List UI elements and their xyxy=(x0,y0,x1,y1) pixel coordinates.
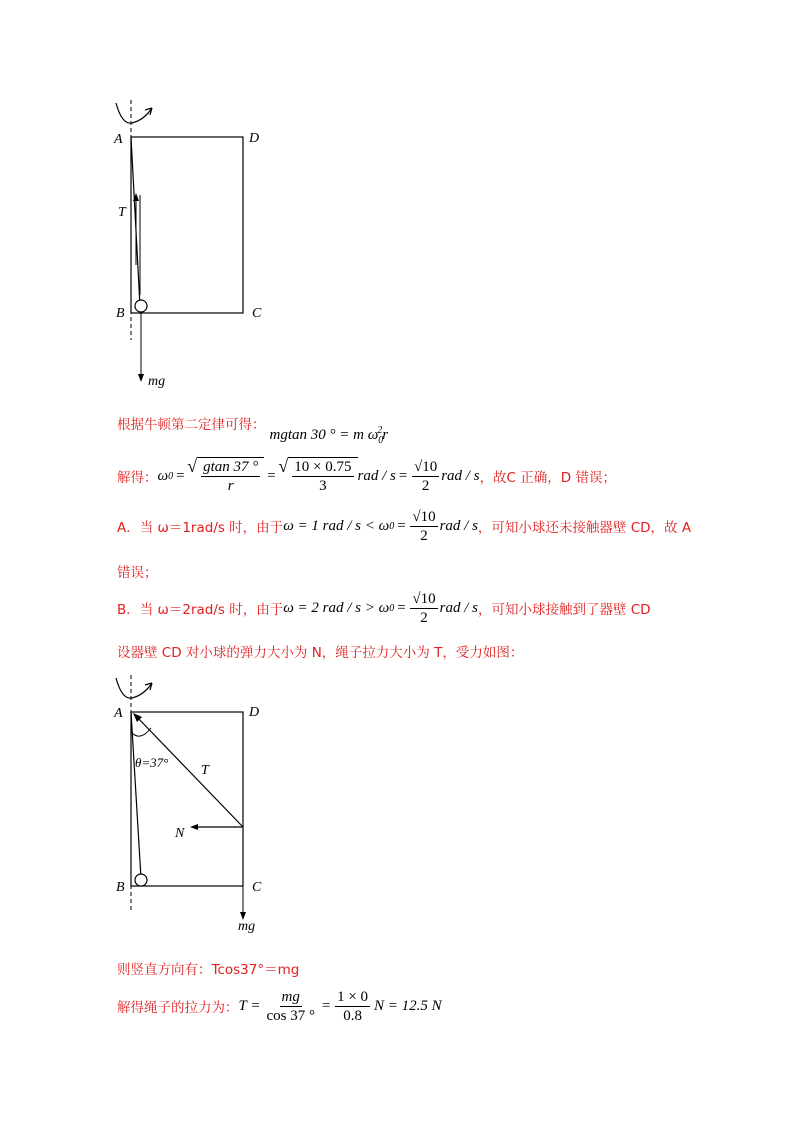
container-box-1 xyxy=(131,137,243,313)
normal-force-arrowhead xyxy=(190,824,198,830)
omega-symbol: ω xyxy=(157,467,169,484)
line3-prefix: A．当 ω＝1rad/s 时，由于 xyxy=(117,520,284,536)
option-a-continuation xyxy=(117,561,158,581)
unit-2: rad / s xyxy=(441,467,480,484)
label-theta: θ=37° xyxy=(135,755,169,770)
equals-3: = xyxy=(397,467,408,484)
option-b-frac: $\frac{√10}{2}$ xyxy=(412,590,436,626)
option-a-compare: ω = 1 rad / s < ω xyxy=(283,517,390,534)
frac2-den: 3 xyxy=(319,478,327,494)
solve-omega0-line xyxy=(117,452,616,500)
newton-formula xyxy=(270,425,389,446)
line3-suffix: ，可知小球还未接触器壁 CD，故 A xyxy=(477,520,692,536)
option-b-formula xyxy=(283,590,478,627)
figure-2-svg xyxy=(100,670,280,940)
rotation-arrow-1 xyxy=(116,103,152,123)
label-C-1: C xyxy=(252,306,262,321)
line4-text: 错误； xyxy=(117,565,158,581)
equals-1: = xyxy=(175,467,186,484)
figure-1 xyxy=(100,95,280,395)
label-N: N xyxy=(175,826,185,841)
tension-den-1: cos 37 ° xyxy=(266,1007,315,1024)
option-b-line xyxy=(117,588,651,628)
equals-2: = xyxy=(266,467,277,484)
tension-lhs: T = xyxy=(238,997,261,1014)
equation-newton-line xyxy=(117,408,389,446)
option-a-unit: rad / s xyxy=(439,517,478,534)
option-b-unit: rad / s xyxy=(439,599,478,616)
omega-sub: 0 xyxy=(378,434,384,446)
label-mg-1: mg xyxy=(148,374,166,389)
tension-den-2: 0.8 xyxy=(343,1007,362,1024)
label-B-2: B xyxy=(116,880,125,895)
omega0-formula xyxy=(158,457,480,495)
option-a-num: 10 xyxy=(420,508,436,525)
tension-frac-2 xyxy=(335,988,370,1025)
ball-2 xyxy=(135,874,147,886)
line2-prefix: 解得： xyxy=(117,470,158,486)
option-b-num: 10 xyxy=(420,590,436,607)
figure-2 xyxy=(100,670,280,940)
option-b-sub: 0 xyxy=(389,602,395,614)
label-T-2: T xyxy=(201,763,209,778)
label-C-2: C xyxy=(252,880,262,895)
figure-1-svg xyxy=(100,95,280,395)
tension-num-2: 1 × 0 xyxy=(337,988,369,1005)
container-box-2 xyxy=(131,712,243,886)
rotation-arrow-2 xyxy=(116,678,152,698)
option-b-compare: ω = 2 rad / s > ω xyxy=(283,599,390,616)
frac3-den: 2 xyxy=(421,477,430,494)
option-b-eq: = xyxy=(396,599,407,616)
newton-lhs: mgtan 30 ° xyxy=(269,426,336,443)
omega-sup: 2 xyxy=(377,424,383,436)
line7-text: 则竖直方向有：Tcos37°＝mg xyxy=(117,962,300,978)
sqrt-2: √ $\frac{10 \times 0.75}{3}$ xyxy=(278,457,357,495)
option-a-eq: = xyxy=(396,517,407,534)
option-a-sub: 0 xyxy=(389,520,395,532)
tension-result: N = 12.5 N xyxy=(374,997,442,1014)
label-A-1: A xyxy=(114,132,123,147)
string-2 xyxy=(131,712,141,878)
label-B-1: B xyxy=(116,306,125,321)
newton-rhs: = m ω xyxy=(339,426,379,443)
omega-sub-0: 0 xyxy=(168,470,174,482)
unit-1: rad / s xyxy=(357,467,396,484)
option-a-line xyxy=(117,506,691,546)
label-D-2: D xyxy=(249,705,260,720)
frac2-num: 10 × 0.75 xyxy=(294,459,352,475)
frac1-den: r xyxy=(227,478,234,494)
vertical-balance-line xyxy=(117,958,299,978)
line2-suffix: ，故C 正确，D 错误； xyxy=(479,470,616,486)
frac1-num: gtan 37 ° xyxy=(203,459,259,475)
tension-num-1: mg xyxy=(281,988,300,1005)
radius-symbol: r xyxy=(382,426,389,443)
option-a-frac: $\frac{√10}{2}$ xyxy=(412,508,436,544)
line5-prefix: B．当 ω＝2rad/s 时，由于 xyxy=(117,602,284,618)
line1-text: 根据牛顿第二定律可得： xyxy=(117,417,266,433)
frac3-num: 10 xyxy=(422,458,438,475)
line5-suffix: ，可知小球接触到了器壁 CD xyxy=(477,602,651,618)
tension-result-line xyxy=(117,984,442,1028)
label-T-1: T xyxy=(118,205,126,220)
label-mg-2: mg xyxy=(238,919,256,934)
option-a-den: 2 xyxy=(420,527,428,544)
option-a-formula xyxy=(283,508,478,545)
ball-1 xyxy=(135,300,147,312)
frac-3: $\frac{√10}{2}$ xyxy=(413,458,438,494)
line6-text: 设器壁 CD 对小球的弹力大小为 N，绳子拉力大小为 T，受力如图： xyxy=(117,645,524,661)
label-A-2: A xyxy=(114,706,123,721)
tension-frac-1 xyxy=(264,988,317,1025)
label-D-1: D xyxy=(249,131,260,146)
option-b-den: 2 xyxy=(420,609,428,626)
tension-vector-2 xyxy=(136,716,243,827)
sqrt-1: √ $\frac{gtan 37 ^\circ}{r}$ xyxy=(187,457,264,495)
force-analysis-intro xyxy=(117,641,523,661)
tension-formula xyxy=(239,988,442,1025)
gravity-arrowhead-1 xyxy=(138,374,144,382)
line8-prefix: 解得绳子的拉力为： xyxy=(117,1000,239,1016)
tension-eq: = xyxy=(320,997,332,1014)
